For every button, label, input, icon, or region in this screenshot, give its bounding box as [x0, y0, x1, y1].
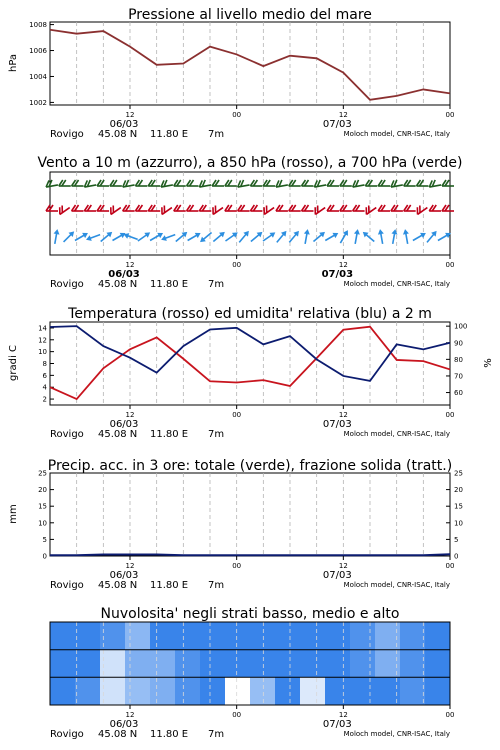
wind-barb [212, 180, 224, 186]
location-alt: 7m [208, 429, 225, 440]
wind-barb-shaft [162, 208, 172, 215]
wind-barb-shaft [199, 185, 211, 187]
wind-barb-shaft [238, 185, 250, 187]
model-credit: Moloch model, CNR-ISAC, Italy [343, 730, 450, 738]
x-tick-label: 12 [338, 711, 348, 719]
cloud-cell [275, 650, 300, 678]
date-label: 06/03 [108, 269, 140, 280]
temp-rh-panel [8, 306, 494, 440]
pressure-title: Pressione al livello medio del mare [128, 7, 372, 23]
wind-barb-shaft [123, 185, 135, 187]
wind-barb [238, 205, 250, 211]
cloud-cell [150, 622, 175, 650]
cloud-cell [125, 650, 150, 678]
y-tick-label: 14 [38, 324, 47, 333]
location-name: Rovigo [50, 429, 84, 440]
date-label: 07/03 [322, 419, 352, 430]
wind-barb-shaft [353, 185, 365, 187]
y-tick-label: 100 [454, 322, 468, 331]
cloud-cell [100, 677, 125, 705]
wind-barb [289, 180, 301, 186]
wind-arrow [324, 230, 340, 243]
x-tick-label: 12 [338, 261, 348, 269]
wind-barb-shaft [264, 208, 274, 215]
clouds-x-ticks [110, 705, 455, 730]
wind-arrow [73, 230, 89, 243]
x-tick-label: 12 [125, 411, 135, 419]
wind-barb [442, 180, 454, 186]
precip-footer [50, 580, 450, 591]
date-label: 06/03 [109, 570, 139, 581]
wind-barb-shaft [46, 185, 58, 187]
wind-barb [340, 205, 352, 211]
wind-arrow [111, 230, 127, 243]
x-tick-label: 00 [445, 261, 455, 269]
y-tick-label: 1008 [29, 21, 47, 30]
cloud-cell [350, 622, 375, 650]
date-label: 07/03 [322, 719, 352, 730]
location-lon: 11.80 E [150, 729, 189, 740]
pressure-line [50, 30, 450, 100]
wind-barb [275, 179, 288, 187]
y-tick-label: 12 [38, 336, 47, 345]
wind-barb-shaft [429, 185, 441, 187]
date-label: 07/03 [322, 119, 352, 130]
cloud-cell [150, 677, 175, 705]
wind-barb [46, 205, 58, 211]
cloud-cell [275, 622, 300, 650]
y-tick-label: 5 [42, 535, 47, 544]
cloud-cell [400, 622, 425, 650]
y-tick-label: 8 [42, 360, 47, 368]
cloud-cell [225, 650, 250, 678]
cloud-cell [425, 650, 450, 678]
precip-y-ticks-left [38, 470, 54, 561]
wind-arrow [61, 229, 76, 244]
wind-barb [225, 205, 237, 211]
model-credit: Moloch model, CNR-ISAC, Italy [343, 581, 450, 589]
y-tick-label: 6 [42, 371, 47, 380]
temp-rh-footer [50, 429, 450, 440]
location-name: Rovigo [50, 129, 84, 140]
wind-barb [160, 179, 173, 187]
y-tick-label: 1002 [29, 98, 47, 107]
wind-arrow-head [445, 230, 452, 238]
location-name: Rovigo [50, 729, 84, 740]
wind-barb [353, 205, 365, 211]
wind-arrow [352, 229, 361, 245]
location-lat: 45.08 N [98, 580, 138, 591]
wind-barb [72, 205, 84, 211]
wind-barb [352, 179, 365, 187]
wind-arrow [274, 229, 288, 244]
cloud-cell [175, 650, 200, 678]
cloud-cell [400, 677, 425, 705]
y-tick-label: 10 [454, 519, 463, 528]
cloud-cell [250, 650, 275, 678]
cloud-cell [50, 677, 75, 705]
wind-barb [187, 205, 199, 211]
location-alt: 7m [208, 279, 225, 290]
x-tick-label: 00 [445, 711, 455, 719]
temperature-line [50, 327, 450, 399]
wind-barb [135, 205, 147, 211]
humidity-line [50, 326, 450, 381]
precip-ylabel: mm [8, 504, 19, 524]
wind-arrow [249, 230, 264, 244]
wind-arrow [361, 230, 376, 244]
wind-barb-shaft [314, 185, 326, 187]
cloud-cell [200, 650, 225, 678]
wind-arrow [149, 230, 165, 243]
wind-arrow [377, 229, 386, 245]
wind-barb [365, 180, 377, 186]
x-tick-label: 00 [232, 562, 242, 570]
x-tick-label: 12 [125, 111, 135, 119]
cloud-cell [300, 650, 325, 678]
y-tick-label: 5 [454, 535, 459, 544]
wind-arrow [237, 229, 251, 244]
clouds-panel [50, 606, 454, 740]
precip-series [50, 554, 450, 555]
rh-y-ticks [446, 323, 467, 397]
model-credit: Moloch model, CNR-ISAC, Italy [343, 130, 450, 138]
wind-barb [301, 205, 313, 211]
wind-barb [416, 180, 428, 186]
cloud-cell [175, 622, 200, 650]
pressure-panel [8, 7, 454, 140]
wind-barb [123, 205, 135, 211]
cloud-cell [150, 650, 175, 678]
wind-arrow [312, 230, 327, 244]
precip-y-ticks-right [446, 470, 463, 561]
wind-arrow [198, 230, 213, 244]
wind-arrow-head [343, 229, 351, 236]
cloud-cell [75, 622, 100, 650]
wind-barb [59, 180, 71, 186]
wind-barb [404, 180, 416, 186]
x-tick-label: 00 [232, 111, 242, 119]
wind-barb [199, 205, 211, 211]
cloud-cell [75, 677, 100, 705]
wind-barb [148, 205, 160, 211]
wind-barb [313, 179, 326, 187]
date-label: 06/03 [109, 119, 139, 130]
cloud-cell [175, 677, 200, 705]
cloud-cell [300, 622, 325, 650]
y-tick-label: 70 [454, 372, 463, 381]
wind-barb [429, 205, 441, 211]
wind-barb-shaft [161, 185, 173, 187]
wind-barb [83, 179, 96, 187]
wind-row-700-hpa [45, 179, 454, 187]
cloud-cell [325, 622, 350, 650]
location-name: Rovigo [50, 279, 84, 290]
wind-barb [148, 180, 160, 186]
x-tick-label: 12 [338, 411, 348, 419]
date-label: 07/03 [322, 570, 352, 581]
y-tick-label: 10 [38, 348, 47, 357]
wind-barb [428, 179, 441, 187]
x-tick-label: 00 [232, 261, 242, 269]
clouds-footer [50, 729, 450, 740]
wind-arrow [402, 229, 411, 245]
location-alt: 7m [208, 729, 225, 740]
cloud-cell [100, 650, 125, 678]
cloud-cell [125, 622, 150, 650]
precip-plot-frame [50, 473, 450, 556]
wind-x-ticks [108, 255, 454, 280]
temp-rh-grid [77, 322, 424, 405]
date-label: 06/03 [109, 419, 139, 430]
x-tick-label: 00 [232, 711, 242, 719]
location-lat: 45.08 N [98, 729, 138, 740]
cloud-cell [325, 650, 350, 678]
wind-arrow [425, 229, 439, 244]
pressure-footer [50, 129, 450, 140]
clouds-title: Nuvolosita' negli strati basso, medio e alto [100, 606, 400, 622]
x-tick-label: 12 [125, 711, 135, 719]
wind-barb [378, 180, 390, 186]
x-tick-label: 00 [232, 411, 242, 419]
wind-barb [225, 180, 237, 186]
pressure-x-ticks [110, 105, 455, 130]
location-lat: 45.08 N [98, 279, 138, 290]
wind-barb [174, 180, 186, 186]
wind-barb [237, 179, 250, 187]
cloud-cell [200, 677, 225, 705]
wind-barb [327, 205, 339, 211]
wind-barb [135, 180, 147, 186]
wind-arrow [99, 230, 114, 244]
wind-arrow [411, 230, 427, 243]
cloud-cell [225, 677, 250, 705]
temp-rh-title: Temperatura (rosso) ed umidita' relativa (blu) a 2 m [68, 306, 432, 322]
wind-barb-shaft [84, 185, 96, 187]
wind-arrow [52, 229, 61, 245]
cloud-cell [350, 650, 375, 678]
wind-arrow-head [402, 229, 409, 235]
wind-barb-shaft [276, 185, 288, 187]
wind-barb [45, 179, 58, 187]
wind-barb [340, 180, 352, 186]
cloud-cell [225, 622, 250, 650]
wind-barb [414, 203, 427, 215]
model-credit: Moloch model, CNR-ISAC, Italy [343, 430, 450, 438]
wind-barb [276, 205, 288, 211]
wind-barb-shaft [213, 208, 223, 215]
cloud-cell [50, 622, 75, 650]
location-lon: 11.80 E [150, 580, 189, 591]
date-label: 07/03 [321, 269, 354, 280]
pressure-series [50, 30, 450, 100]
location-lat: 45.08 N [98, 129, 138, 140]
cloud-cell [50, 650, 75, 678]
wind-arrow [224, 230, 240, 244]
pressure-grid [77, 22, 424, 105]
precip-title: Precip. acc. in 3 ore: totale (verde), frazione solida (tratt.) [47, 458, 453, 474]
model-credit: Moloch model, CNR-ISAC, Italy [343, 280, 450, 288]
wind-barb-shaft [111, 208, 121, 215]
wind-barb [442, 205, 454, 211]
wind-arrow [287, 229, 301, 244]
x-tick-label: 12 [125, 562, 135, 570]
x-tick-label: 00 [445, 411, 455, 419]
wind-barb [250, 205, 262, 211]
cloud-cell [275, 677, 300, 705]
wind-arrow-head [377, 229, 384, 235]
wind-arrow [211, 230, 226, 244]
y-tick-label: 0 [42, 552, 47, 561]
wind-barb [72, 180, 84, 186]
clouds-heatmap [50, 622, 450, 705]
y-tick-label: 2 [42, 395, 47, 404]
temp-rh-x-ticks [110, 405, 455, 430]
y-tick-label: 1006 [29, 47, 47, 56]
wind-arrow [136, 230, 152, 244]
wind-barb [108, 203, 121, 215]
rh-ylabel: % [483, 358, 494, 368]
wind-barb [84, 205, 96, 211]
wind-arrow [186, 230, 202, 243]
wind-barb [174, 205, 186, 211]
wind-barb [122, 179, 135, 187]
wind-barb [210, 203, 223, 215]
wind-barb [263, 180, 275, 186]
cloud-cell [100, 622, 125, 650]
x-tick-label: 12 [338, 562, 348, 570]
y-tick-label: 80 [454, 355, 463, 364]
wind-barb [159, 203, 172, 215]
wind-barb [56, 203, 69, 215]
wind-row-10-m [52, 229, 453, 245]
wind-arrow [302, 229, 311, 245]
y-tick-label: 20 [454, 486, 463, 495]
y-tick-label: 25 [454, 469, 463, 478]
location-name: Rovigo [50, 580, 84, 591]
cloud-cell [425, 622, 450, 650]
location-lon: 11.80 E [150, 129, 189, 140]
wind-barb [390, 179, 403, 187]
cloud-cell [200, 622, 225, 650]
cloud-cell [350, 677, 375, 705]
wind-barb-shaft [418, 208, 428, 215]
location-alt: 7m [208, 129, 225, 140]
wind-barb [261, 203, 274, 215]
precip-panel [8, 458, 463, 591]
cloud-cell [250, 622, 275, 650]
wind-barb [301, 180, 313, 186]
wind-arrow-head [304, 229, 311, 235]
cloud-cell [250, 677, 275, 705]
wind-barb [187, 180, 199, 186]
y-tick-label: 0 [454, 552, 459, 561]
cloud-cell [75, 650, 100, 678]
wind-barb-shaft [60, 208, 70, 215]
y-tick-label: 1004 [29, 72, 47, 81]
location-alt: 7m [208, 580, 225, 591]
y-tick-label: 25 [38, 469, 47, 478]
cloud-cell [425, 677, 450, 705]
y-tick-label: 90 [454, 339, 463, 348]
wind-barb [312, 203, 325, 215]
wind-barb [404, 205, 416, 211]
y-tick-label: 15 [38, 502, 47, 511]
cloud-cell [300, 677, 325, 705]
y-tick-label: 4 [42, 383, 47, 392]
y-tick-label: 10 [38, 519, 47, 528]
location-lat: 45.08 N [98, 429, 138, 440]
wind-arrow-head [354, 229, 361, 235]
wind-barb [110, 180, 122, 186]
location-lon: 11.80 E [150, 279, 189, 290]
wind-footer [50, 279, 450, 290]
wind-arrow [174, 230, 189, 244]
wind-panel [37, 155, 462, 290]
y-tick-label: 15 [454, 502, 463, 511]
wind-barb [198, 179, 211, 187]
wind-grid [77, 172, 424, 255]
y-tick-label: 20 [38, 486, 47, 495]
location-lon: 11.80 E [150, 429, 189, 440]
x-tick-label: 12 [125, 261, 135, 269]
wind-series [45, 179, 454, 245]
wind-arrow-head [195, 230, 202, 238]
wind-title: Vento a 10 m (azzurro), a 850 hPa (rosso), a 700 hPa (verde) [37, 155, 463, 171]
wind-arrow [338, 229, 351, 245]
x-tick-label: 12 [338, 111, 348, 119]
temp-rh-series [50, 326, 450, 399]
wind-arrow-head [54, 229, 61, 235]
cloud-cell [325, 677, 350, 705]
x-tick-label: 00 [445, 562, 455, 570]
precip-grid [77, 473, 424, 556]
wind-row-850-hpa [46, 203, 454, 215]
y-tick-label: 60 [454, 389, 463, 398]
wind-barb [289, 205, 301, 211]
precip-total-line [50, 554, 450, 555]
pressure-ylabel: hPa [8, 53, 19, 73]
x-tick-label: 00 [445, 111, 455, 119]
wind-barb [378, 205, 390, 211]
temp-ylabel: gradi C [8, 345, 19, 381]
wind-barb-shaft [391, 185, 403, 187]
wind-barb-shaft [366, 208, 376, 215]
wind-barb [327, 180, 339, 186]
wind-arrow-head [392, 229, 399, 235]
temp-y-ticks [38, 324, 54, 403]
date-label: 06/03 [109, 719, 139, 730]
wind-arrow-head [332, 230, 339, 238]
wind-barb [250, 180, 262, 186]
cloud-cell [125, 677, 150, 705]
cloud-cell [400, 650, 425, 678]
precip-x-ticks [110, 556, 455, 581]
